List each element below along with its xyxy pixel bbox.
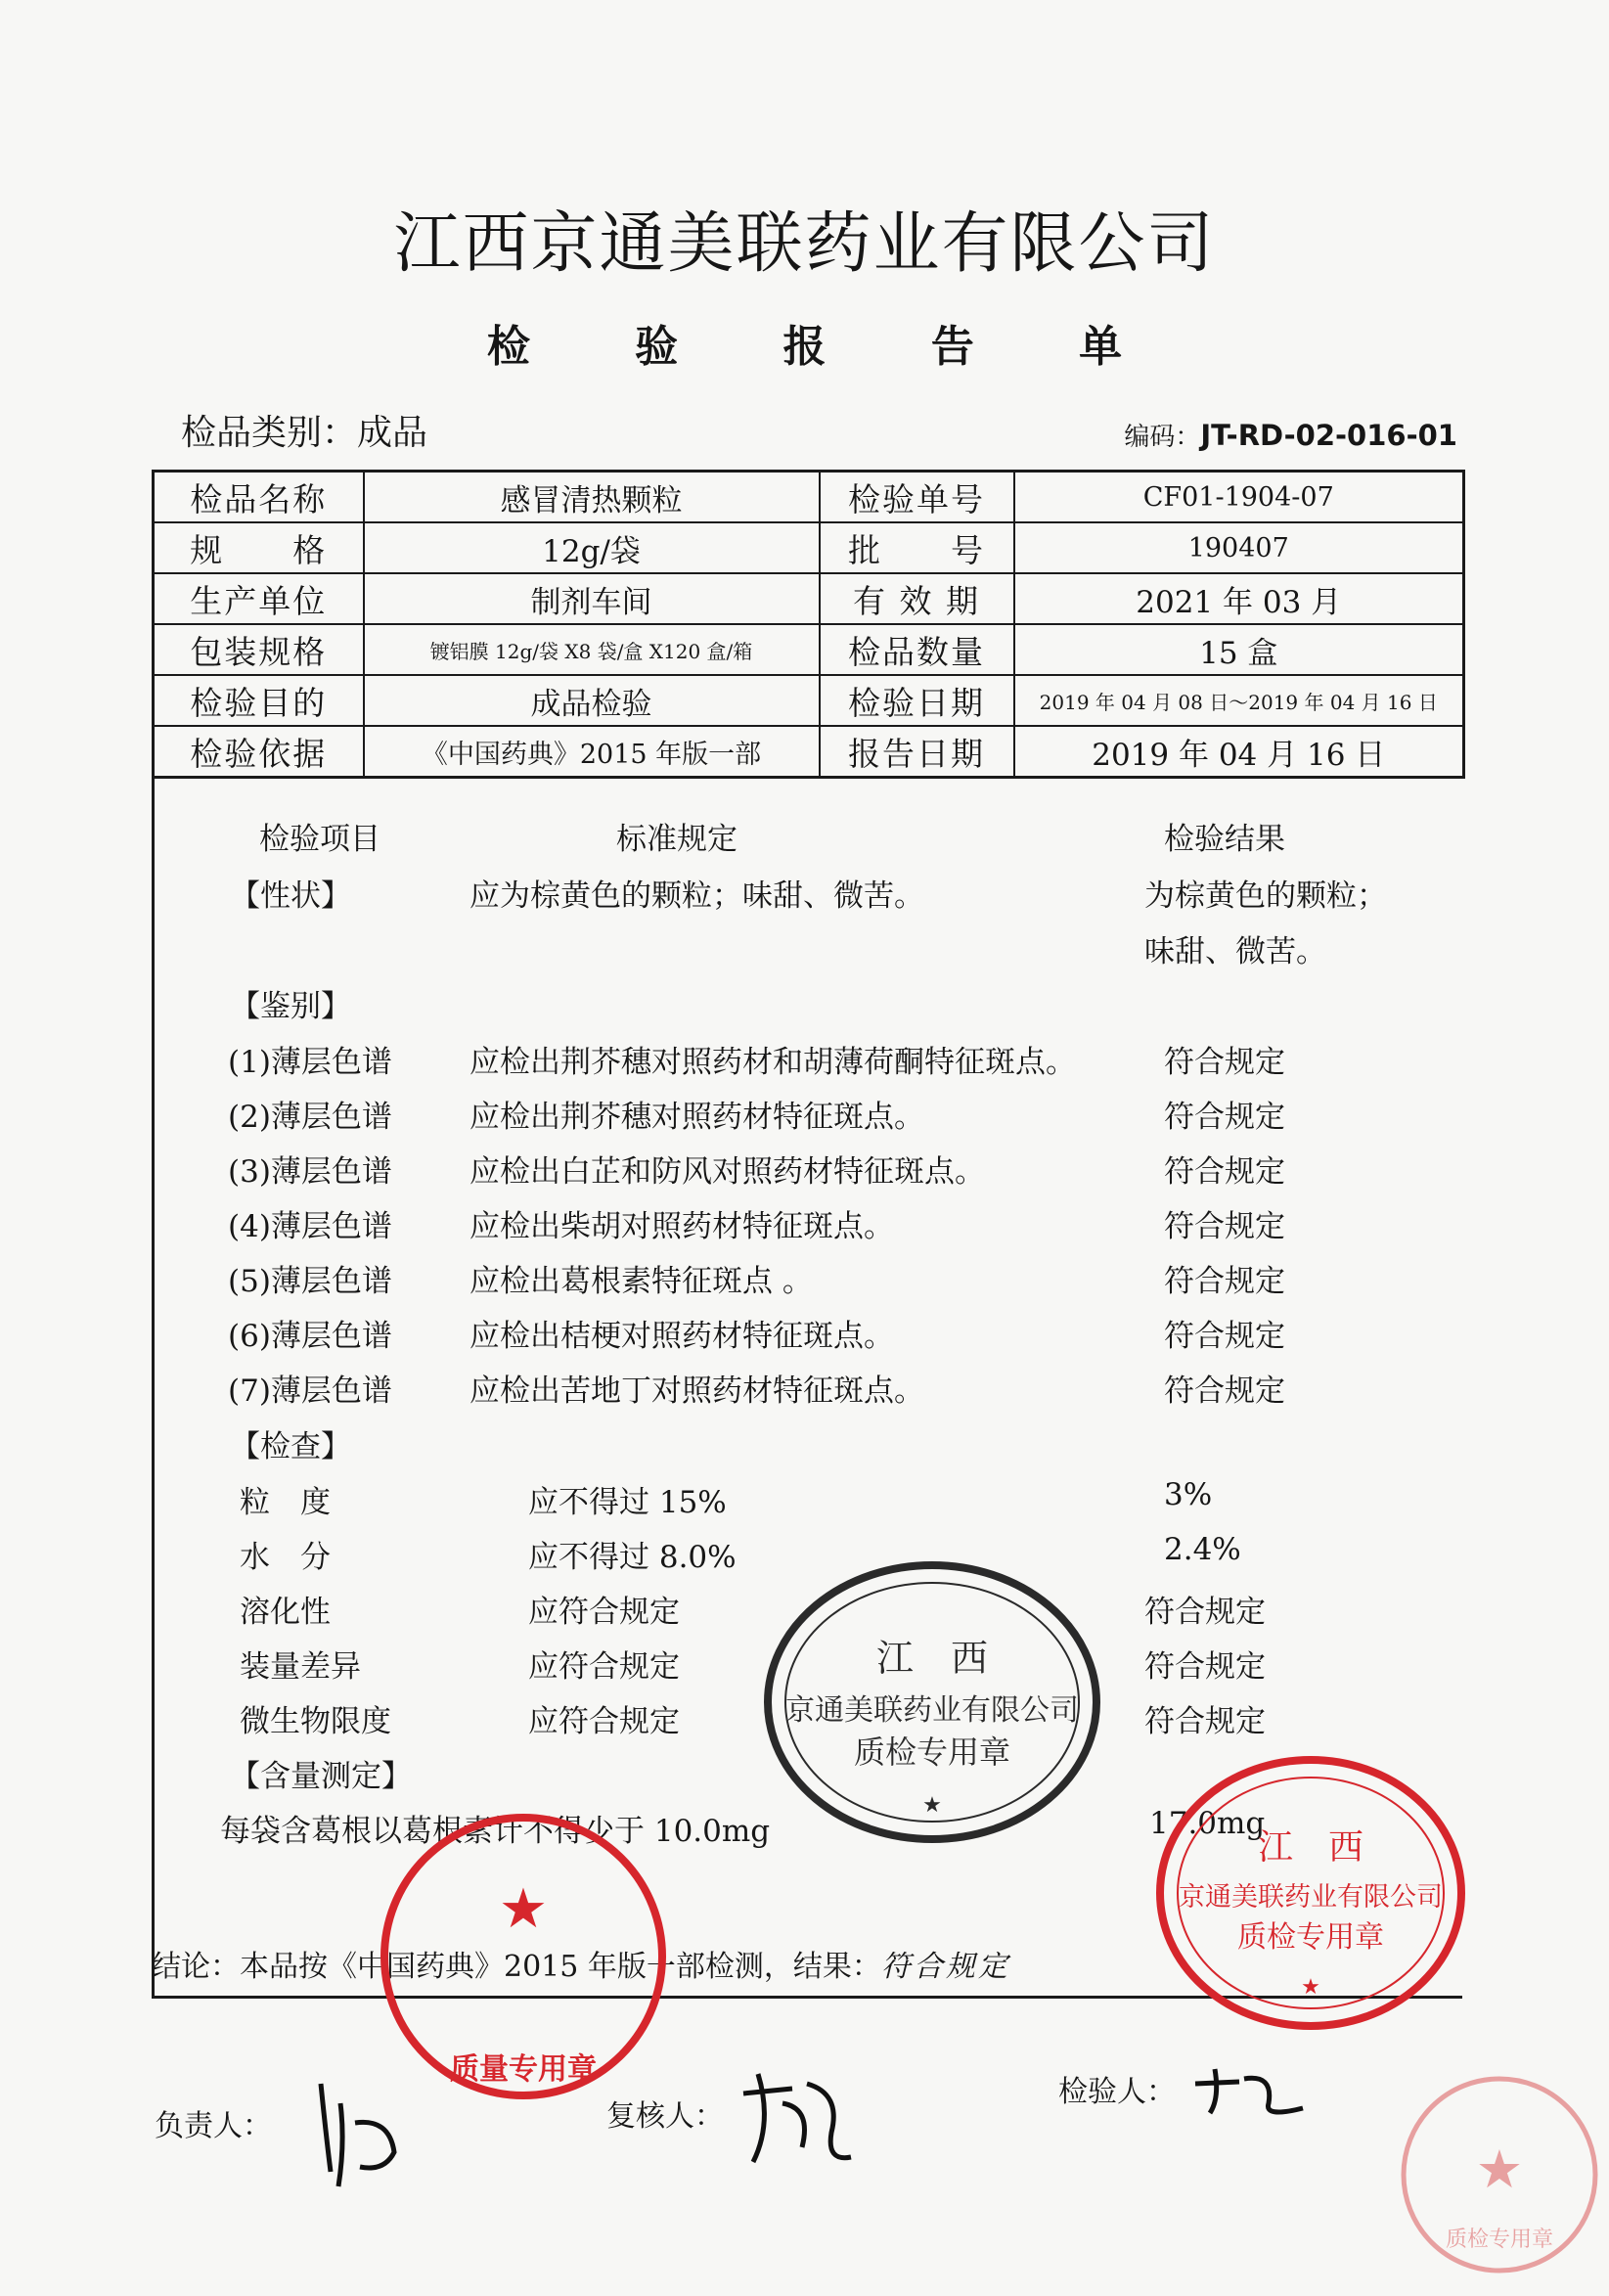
id-standard: 应检出白芷和防风对照药材特征斑点。 bbox=[469, 1154, 985, 1190]
handwritten-signature bbox=[1185, 2064, 1313, 2123]
section-inspection: 【检查】 bbox=[230, 1429, 351, 1464]
appearance-standard: 应为棕黄色的颗粒；味甜、微苦。 bbox=[469, 878, 924, 914]
stamp-center-text: 质检专用章 bbox=[1445, 2228, 1554, 2252]
id-result: 符合规定 bbox=[1164, 1100, 1285, 1135]
star-icon: ★ bbox=[922, 1793, 942, 1818]
table-cell-label: 检验目的 bbox=[154, 675, 364, 726]
id-standard: 应检出柴胡对照药材特征斑点。 bbox=[469, 1209, 894, 1244]
stamp-graphic bbox=[377, 1810, 670, 2103]
check-item: 粒 度 bbox=[240, 1485, 331, 1520]
reviewer-label: 复核人： bbox=[606, 2099, 724, 2134]
check-result: 符合规定 bbox=[1144, 1704, 1266, 1739]
column-header-item: 检验项目 bbox=[259, 822, 380, 857]
stamp-line2: 京通美联药业有限公司 bbox=[785, 1693, 1079, 1728]
stamp-graphic bbox=[1154, 1751, 1467, 2035]
id-standard: 应检出荆芥穗对照药材和胡薄荷酮特征斑点。 bbox=[469, 1045, 1076, 1080]
table-row bbox=[154, 573, 1464, 624]
check-standard: 应不得过 15% bbox=[528, 1485, 727, 1520]
code-value: JT-RD-02-016-01 bbox=[1200, 419, 1457, 452]
responsible-signature bbox=[155, 2064, 409, 2191]
id-result: 符合规定 bbox=[1164, 1154, 1285, 1190]
category-label: 检品类别： bbox=[181, 413, 358, 453]
conclusion-label: 结论： bbox=[152, 1950, 240, 1984]
check-result: 2.4% bbox=[1164, 1532, 1241, 1567]
stamp-graphic bbox=[761, 1555, 1103, 1849]
check-item: 溶化性 bbox=[240, 1595, 331, 1630]
document-code bbox=[1124, 417, 1457, 453]
id-item: (6)薄层色谱 bbox=[228, 1319, 392, 1354]
assay-standard: 每袋含葛根以葛根素计不得少于 10.0mg bbox=[220, 1814, 771, 1849]
company-name: 江西京通美联药业有限公司 bbox=[393, 205, 1216, 283]
star-icon: ★ bbox=[1301, 1975, 1320, 2000]
table-cell-value: CF01-1904-07 bbox=[1014, 472, 1464, 523]
qc-stamp-gray bbox=[761, 1555, 1103, 1849]
check-standard: 应符合规定 bbox=[528, 1649, 680, 1685]
id-item: (4)薄层色谱 bbox=[228, 1209, 392, 1244]
table-cell-value: 2019 年 04 月 08 日～2019 年 04 月 16 日 bbox=[1014, 675, 1464, 726]
stamp-line1: 江 西 bbox=[875, 1637, 989, 1680]
table-row bbox=[154, 472, 1464, 523]
check-item: 装量差异 bbox=[240, 1649, 361, 1685]
stamp-center-text: 质量专用章 bbox=[450, 2052, 597, 2087]
section-identification: 【鉴别】 bbox=[230, 989, 351, 1024]
document-title: 检 验 报 告 单 bbox=[486, 322, 1168, 372]
id-result: 符合规定 bbox=[1164, 1264, 1285, 1299]
conclusion-text: 本品按《中国药典》2015 年版一部检测，结果： bbox=[240, 1950, 881, 1984]
table-row bbox=[154, 726, 1464, 778]
code-label: 编码： bbox=[1124, 423, 1201, 452]
id-item: (3)薄层色谱 bbox=[228, 1154, 392, 1190]
appearance-result: 为棕黄色的颗粒； bbox=[1144, 878, 1387, 914]
stamp-graphic bbox=[1397, 2072, 1602, 2277]
category-value: 成品 bbox=[357, 413, 428, 453]
star-icon: ★ bbox=[1475, 2138, 1524, 2200]
table-cell-label: 有 效 期 bbox=[820, 573, 1014, 624]
stamp-line3: 质检专用章 bbox=[1237, 1920, 1384, 1955]
meta-row bbox=[181, 401, 1457, 456]
table-cell-value: 感冒清热颗粒 bbox=[364, 472, 820, 523]
faint-stamp bbox=[1397, 2072, 1602, 2277]
id-standard: 应检出荆芥穗对照药材特征斑点。 bbox=[469, 1100, 924, 1135]
id-standard: 应检出桔梗对照药材特征斑点。 bbox=[469, 1319, 894, 1354]
table-cell-label: 检品名称 bbox=[154, 472, 364, 523]
quality-stamp-red bbox=[377, 1810, 670, 2103]
assay-result: 17.0mg bbox=[1149, 1806, 1266, 1841]
table-cell-label: 检验依据 bbox=[154, 726, 364, 778]
table-cell-label: 生产单位 bbox=[154, 573, 364, 624]
column-header-standard: 标准规定 bbox=[616, 822, 737, 857]
id-result: 符合规定 bbox=[1164, 1209, 1285, 1244]
table-cell-value: 制剂车间 bbox=[364, 573, 820, 624]
table-cell-label: 检验单号 bbox=[820, 472, 1014, 523]
check-standard: 应符合规定 bbox=[528, 1704, 680, 1739]
table-cell-value: 2021 年 03 月 bbox=[1014, 573, 1464, 624]
table-cell-label: 规 格 bbox=[154, 522, 364, 573]
stamp-line1: 江 西 bbox=[1257, 1827, 1364, 1868]
table-cell-value: 190407 bbox=[1014, 522, 1464, 573]
table-cell-value: 成品检验 bbox=[364, 675, 820, 726]
id-standard: 应检出苦地丁对照药材特征斑点。 bbox=[469, 1373, 924, 1409]
table-cell-label: 检品数量 bbox=[820, 624, 1014, 675]
table-cell-label: 报告日期 bbox=[820, 726, 1014, 778]
id-item: (7)薄层色谱 bbox=[228, 1373, 392, 1409]
table-row bbox=[154, 675, 1464, 726]
table-row bbox=[154, 522, 1464, 573]
inspector-label: 检验人： bbox=[1058, 2075, 1176, 2109]
check-result: 3% bbox=[1164, 1477, 1213, 1512]
conclusion-handwritten: 符合规定 bbox=[880, 1950, 1010, 1984]
check-result: 符合规定 bbox=[1144, 1595, 1266, 1630]
table-cell-label: 包装规格 bbox=[154, 624, 364, 675]
id-standard: 应检出葛根素特征斑点 。 bbox=[469, 1264, 813, 1299]
id-result: 符合规定 bbox=[1164, 1319, 1285, 1354]
star-icon: ★ bbox=[498, 1877, 549, 1941]
id-item: (1)薄层色谱 bbox=[228, 1045, 392, 1080]
inspector-signature bbox=[1058, 2064, 1313, 2123]
stamp-line3: 质检专用章 bbox=[853, 1733, 1011, 1771]
check-standard: 应不得过 8.0% bbox=[528, 1540, 737, 1575]
check-item: 微生物限度 bbox=[240, 1704, 391, 1739]
table-cell-value: 15 盒 bbox=[1014, 624, 1464, 675]
responsible-label: 负责人： bbox=[155, 2109, 272, 2143]
id-result: 符合规定 bbox=[1164, 1373, 1285, 1409]
table-cell-value: 12g/袋 bbox=[364, 522, 820, 573]
id-item: (5)薄层色谱 bbox=[228, 1264, 392, 1299]
check-standard: 应符合规定 bbox=[528, 1595, 680, 1630]
info-table bbox=[152, 470, 1465, 779]
table-row bbox=[154, 624, 1464, 675]
qc-stamp-red bbox=[1154, 1751, 1467, 2035]
table-cell-value: 《中国药典》2015 年版一部 bbox=[364, 726, 820, 778]
stamp-line2: 京通美联药业有限公司 bbox=[1179, 1882, 1443, 1913]
appearance-result-line2: 味甜、微苦。 bbox=[1144, 934, 1326, 969]
table-cell-label: 检验日期 bbox=[820, 675, 1014, 726]
table-cell-value: 镀铝膜 12g/袋 X8 袋/盒 X120 盒/箱 bbox=[364, 624, 820, 675]
id-item: (2)薄层色谱 bbox=[228, 1100, 392, 1135]
section-assay: 【含量测定】 bbox=[230, 1759, 412, 1794]
column-header-result: 检验结果 bbox=[1164, 822, 1285, 857]
table-cell-label: 批 号 bbox=[820, 522, 1014, 573]
handwritten-signature bbox=[734, 2064, 861, 2172]
check-result: 符合规定 bbox=[1144, 1649, 1266, 1685]
section-appearance: 【性状】 bbox=[230, 878, 351, 914]
category bbox=[181, 405, 427, 455]
check-item: 水 分 bbox=[240, 1540, 331, 1575]
table-cell-value: 2019 年 04 月 16 日 bbox=[1014, 726, 1464, 778]
id-result: 符合规定 bbox=[1164, 1045, 1285, 1080]
